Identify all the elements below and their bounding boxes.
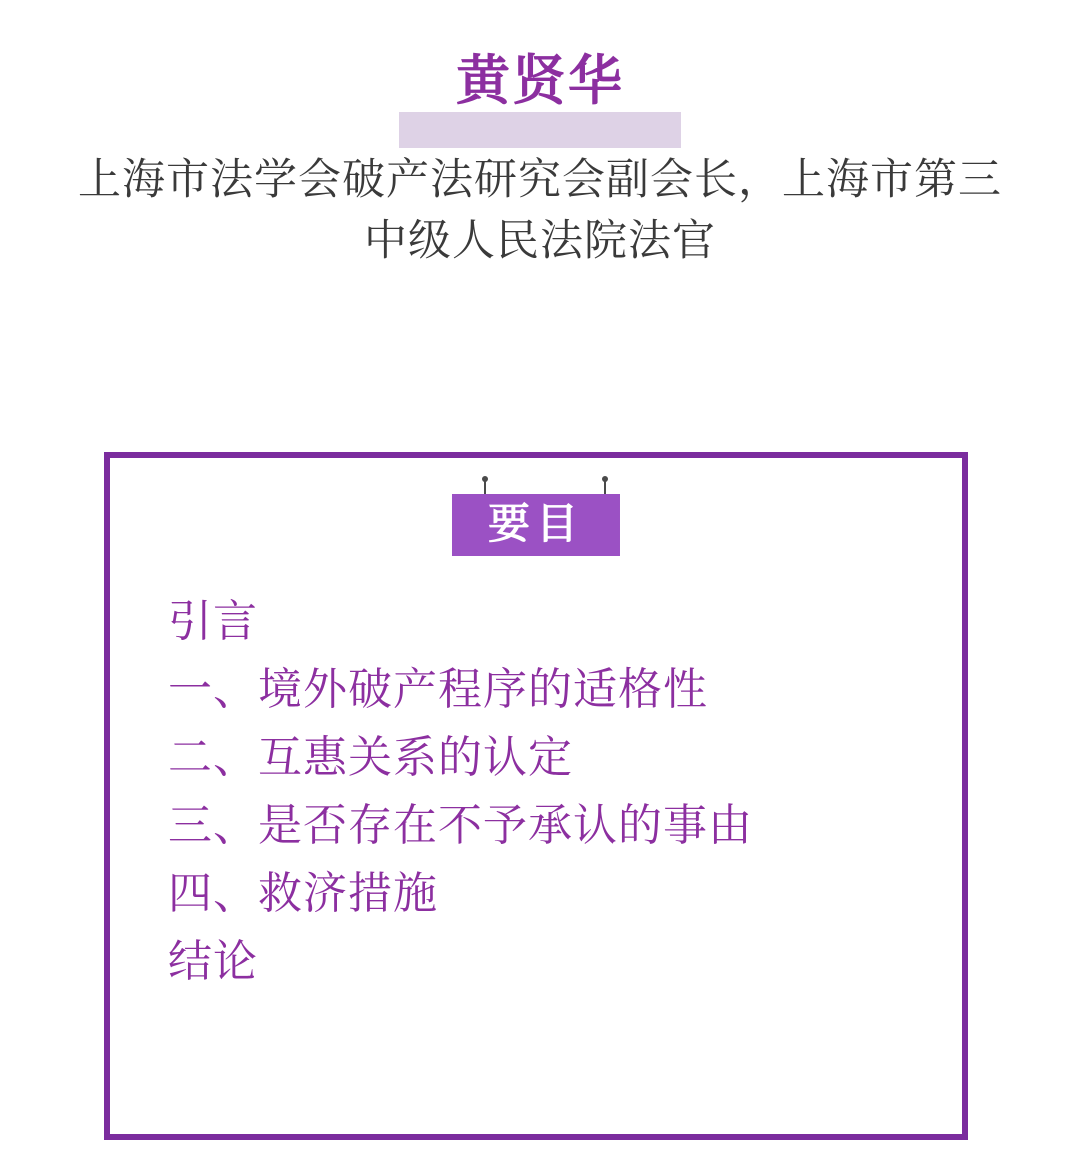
list-item: 四、救济措施 (168, 868, 438, 919)
list-item: 三、是否存在不予承认的事由 (168, 800, 753, 851)
outline-list (168, 588, 932, 996)
author-block (0, 0, 1080, 112)
list-item: 二、互惠关系的认定 (168, 732, 573, 783)
author-name: 黄贤华 (456, 49, 624, 112)
outline-heading-wrap (110, 446, 962, 548)
author-affiliation: 上海市法学会破产法研究会副会长，上海市第三中级人民法院法官 (78, 155, 1002, 267)
outline-heading: 要目 (452, 494, 620, 556)
list-item: 一、境外破产程序的适格性 (168, 664, 708, 715)
list-item: 引言 (168, 596, 258, 647)
author-name-highlight (399, 112, 681, 148)
outline-box (104, 452, 968, 1140)
list-item: 结论 (168, 936, 258, 987)
